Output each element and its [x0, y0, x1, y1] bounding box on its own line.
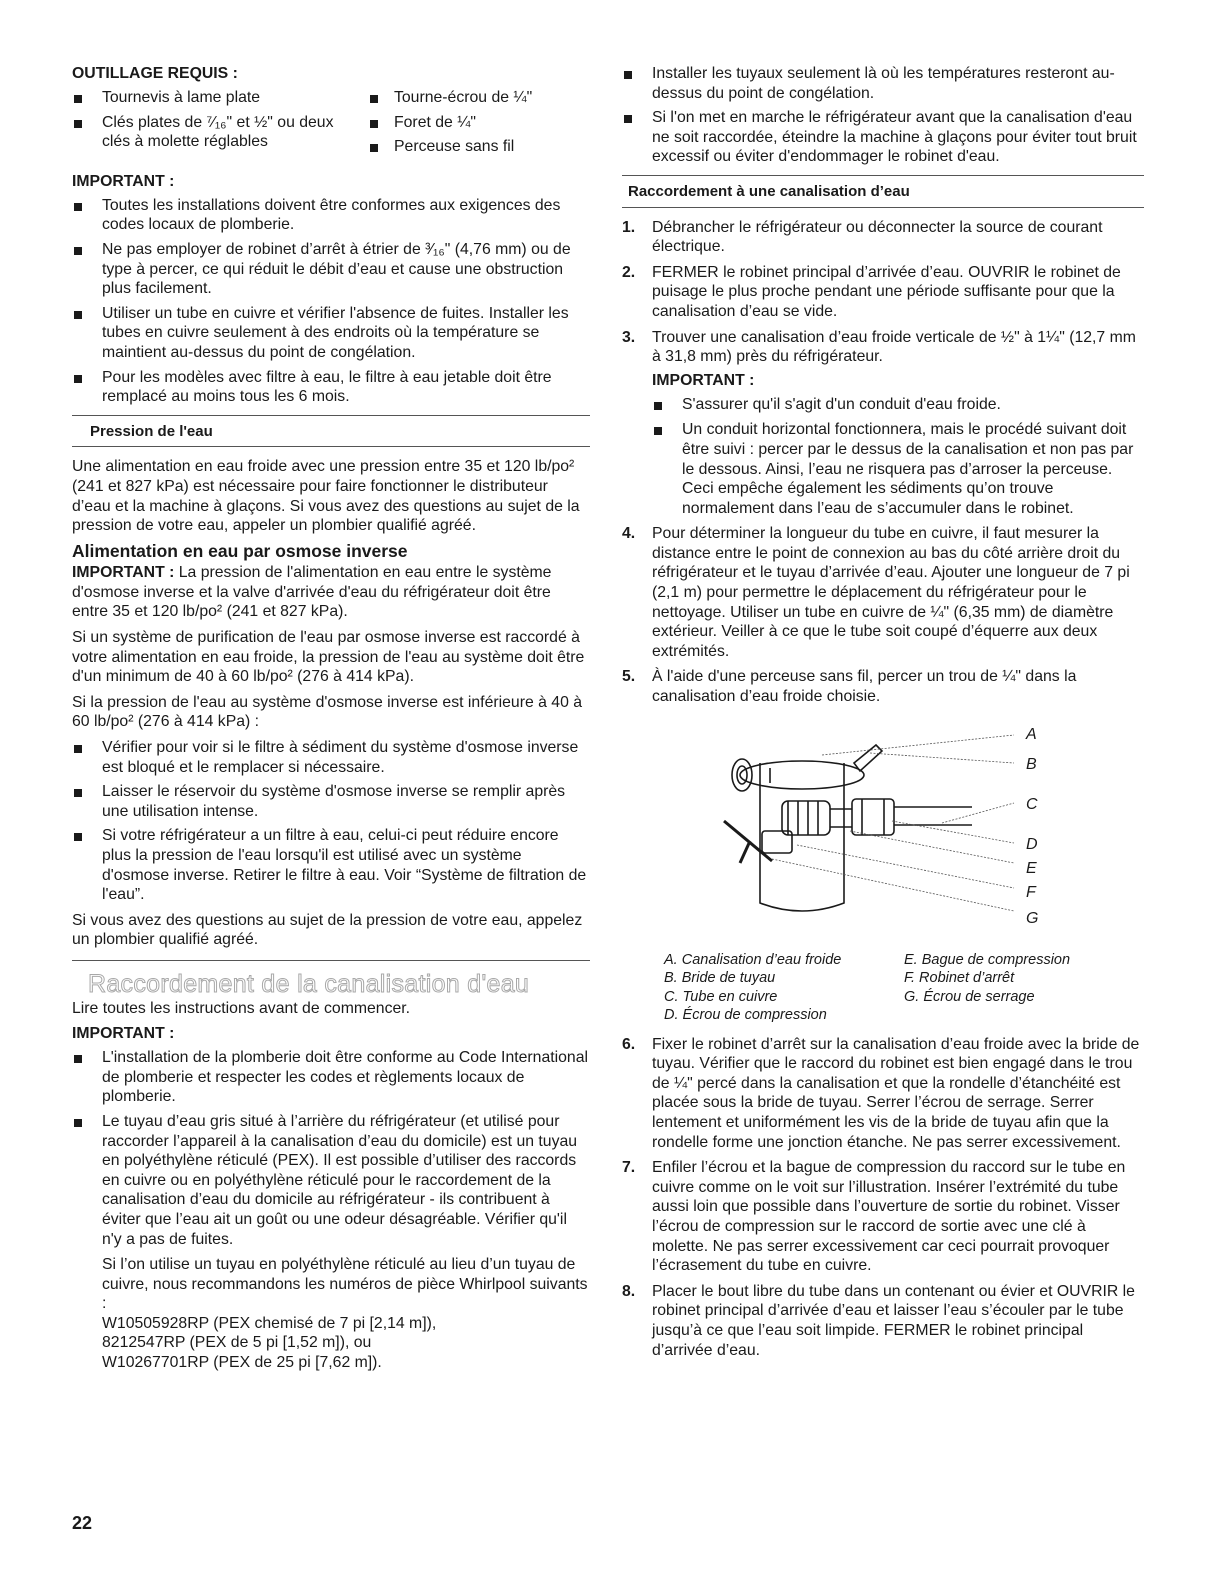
pressure-text: Une alimentation en eau froide avec une pression entre 35 et 120 lb/po² (241 et 827 kPa) est nécessaire pour faire fonctionner le distributeur d’eau et la machine à glaçons. Si vous avez des questions au sujet de la pression de votre eau, appeler un plombier qualifié agréé. — [72, 458, 580, 535]
important-heading: IMPORTANT : — [72, 172, 175, 190]
list-item: Clés plates de ⁷⁄₁₆" et ½" ou deux clés à molette réglables — [72, 113, 368, 152]
list-item: Installer les tuyaux seulement là où les températures resteront au-dessus du point de congélation. — [622, 64, 1144, 103]
list-item: S'assurer qu'il s'agit d'un conduit d'eau froide. — [652, 395, 1144, 415]
bullet-icon — [74, 375, 82, 383]
step-item: 5. À l'aide d'une perceuse sans fil, percer un trou de ¼" dans la canalisation d’eau froide choisie. — [622, 668, 1077, 706]
figure-letter: F — [1026, 883, 1036, 901]
captions-col-1 — [664, 951, 904, 1025]
ro-list — [72, 738, 590, 905]
tools-list — [72, 88, 590, 162]
ro-heading: Alimentation en eau par osmose inverse — [72, 540, 408, 561]
step-item: 2. FERMER le robinet principal d’arrivée d’eau. OUVRIR le robinet de puisage le plus proche pendant une période suffisante pour que la canalisation d’eau se vide. — [622, 263, 1121, 320]
caption: E. Bague de compression — [904, 951, 1071, 968]
ro-paragraph-3: Si la pression de l'eau au système d'osmose inverse est inférieure à 40 à 60 lb/po² (276 à 414 kPa) : — [72, 693, 583, 731]
caption: A. Canalisation d’eau froide — [664, 951, 842, 968]
list-item: Foret de ¼" — [368, 113, 590, 133]
step-item: 4. Pour déterminer la longueur du tube en cuivre, il faut mesurer la distance entre le point de connexion au bas du côté arrière droit du réfrigérateur et le tuyau d’arrivée d’eau. Ajouter une longueur de 7 pi (2,1 m) pour permettre le déplacement du réfrigérateur pour le nettoyage. Utiliser un tube en cuivre de ¼" (6,35 mm) de diamètre extérieur. Veiller à ce que le tube soit coupé d’équerre aux deux extrémités. — [622, 525, 1130, 660]
list-item: Si l'on met en marche le réfrigérateur avant que la canalisation d'eau ne soit raccordée, éteindre la machine à glaçons pour éviter tout bruit excessif ou éviter d'endommager le robinet d'eau. — [622, 108, 1144, 167]
bullet-icon — [74, 1119, 82, 1127]
ro-paragraph-2: Si un système de purification de l'eau par osmose inverse est raccordé à votre alimentation en eau froide, la pression de l'eau au système doit être d'un minimum de 40 à 60 lb/po² (276 à 414 kPa). — [72, 629, 585, 686]
bullet-icon — [74, 120, 82, 128]
tools-col-1 — [72, 88, 368, 162]
list-item: Pour les modèles avec filtre à eau, le filtre à eau jetable doit être remplacé au moins tous les 6 mois. — [72, 368, 590, 407]
list-item: Utiliser un tube en cuivre et vérifier l'absence de fuites. Installer les tubes en cuivre seulement à des endroits où la température se maintient au-dessus du point de congélation. — [72, 304, 590, 363]
step-item: 1. Débrancher le réfrigérateur ou déconnecter la source de courant électrique. — [622, 218, 1103, 256]
pex-block — [72, 1255, 590, 1373]
figure-letter: D — [1026, 835, 1038, 853]
bullet-icon — [624, 115, 632, 123]
section-title: Raccordement de la canalisation d'eau — [88, 969, 530, 998]
bullet-icon — [74, 789, 82, 797]
connect-heading: Raccordement à une canalisation d’eau — [622, 175, 1144, 208]
list-item: L'installation de la plomberie doit être conforme au Code International de plomberie et respecter les codes et règlements locaux de plomberie. — [72, 1048, 590, 1107]
figure-letter: G — [1026, 909, 1039, 927]
bullet-icon — [370, 144, 378, 152]
figure-letter: B — [1026, 755, 1037, 773]
list-item: Tournevis à lame plate — [72, 88, 368, 108]
page-number: 22 — [72, 1513, 93, 1533]
pressure-heading: Pression de l'eau — [72, 415, 590, 448]
ro-paragraph-4: Si vous avez des questions au sujet de la pression de votre eau, appelez un plombier qualifié agréé. — [72, 911, 583, 949]
step3-list — [652, 395, 1144, 519]
step-item: 7. Enfiler l’écrou et la bague de compression du raccord sur le tube en cuivre comme on le voit sur l’illustration. Insérer l’extrémité du tube aussi loin que possible dans l’ouverture de sortie du robinet. Visser l’écrou de compression sur le raccord de sortie avec une clé à molette. Ne pas serrer excessivement car ceci pourrait provoquer l’écrasement du tube en cuivre. — [622, 1159, 1126, 1275]
important-list — [72, 196, 590, 407]
bullet-icon — [74, 833, 82, 841]
caption: C. Tube en cuivre — [664, 988, 778, 1005]
bullet-icon — [370, 95, 378, 103]
bullet-icon — [654, 427, 662, 435]
list-item: Laisser le réservoir du système d'osmose inverse se remplir après une utilisation intense. — [72, 782, 590, 821]
divider — [72, 960, 590, 961]
pex-part: W10267701RP (PEX de 25 pi [7,62 m]). — [102, 1354, 382, 1372]
step-item: 8. Placer le bout libre du tube dans un contenant ou évier et OUVRIR le robinet principal d’arrivée d’eau et laisser l’eau s’écouler par le tube jusqu’à ce que l’eau soit limpide. FERMER le robinet principal d’arrivée d’eau. — [622, 1282, 1135, 1359]
tools-col-2 — [368, 88, 590, 162]
important-list-2 — [72, 1048, 590, 1249]
tools-heading: OUTILLAGE REQUIS : — [72, 65, 238, 82]
bullet-icon — [654, 402, 662, 410]
bullet-icon — [74, 745, 82, 753]
figure-letter: A — [1026, 725, 1037, 743]
pex-intro: Si l’on utilise un tuyau en polyéthylène réticulé au lieu d’un tuyau de cuivre, nous recommandons les numéros de pièce Whirlpool suivants : — [102, 1256, 588, 1313]
bullet-icon — [74, 203, 82, 211]
pex-part: W10505928RP (PEX chemisé de 7 pi [2,14 m]), — [102, 1314, 437, 1332]
left-column — [72, 64, 590, 1373]
list-item: Si votre réfrigérateur a un filtre à eau, celui-ci peut réduire encore plus la pression de l'eau lorsqu'il est utilisé avec un système d'osmose inverse. Retirer le filtre à eau. Voir “Système de filtration de l'eau”. — [72, 826, 590, 904]
bullet-icon — [74, 95, 82, 103]
valve-diagram — [622, 713, 1144, 945]
figure-letter: E — [1026, 859, 1037, 877]
step-item: 3. Trouver une canalisation d’eau froide verticale de ½" à 1¼" (12,7 mm à 31,8 mm) près du réfrigérateur. IMPORTANT : S'assurer qu'il s'agit d'un conduit d'eau froide. Un conduit horizontal fonctionnera, mais le procédé suivant doit être suivi : percer par le dessus de la canalisation et non pas par le dessous. Ainsi, l’eau ne risquera pas d’arroser la perceuse. Ceci empêche également les sédiments qu’on trouve normalement dans l’eau de s’accumuler dans le robinet. — [622, 328, 1144, 519]
read-all-text: Lire toutes les instructions avant de commencer. — [72, 999, 411, 1017]
list-item: Le tuyau d’eau gris situé à l’arrière du réfrigérateur (et utilisé pour raccorder l’appareil à la canalisation d’eau du domicile) est un tuyau en polyéthylène réticulé (PEX). Il est possible d’utiliser des raccords en cuivre ou en polyéthylène réticulé pour le raccordement de la canalisation d’eau du domicile au réfrigérateur - ils contribuent à éviter que l’eau ait un goût ou une odeur désagréable. Vérifier qu'il n'y a pas de fuites. — [72, 1112, 590, 1249]
caption: G. Écrou de serrage — [904, 988, 1035, 1005]
list-item: Ne pas employer de robinet d’arrêt à étrier de ³⁄₁₆" (4,76 mm) ou de type à percer, ce qui réduit le débit d’eau et cause une obstruction plus facilement. — [72, 240, 590, 299]
bullet-icon — [74, 311, 82, 319]
list-item: Toutes les installations doivent être conformes aux exigences des codes locaux de plomberie. — [72, 196, 590, 235]
ro-important: IMPORTANT : La pression de l'alimentation en eau entre le système d'osmose inverse et la valve d'arrivée d'eau du réfrigérateur doit être entre 35 et 120 lb/po² (241 et 827 kPa). — [72, 564, 552, 621]
list-item: Perceuse sans fil — [368, 137, 590, 157]
caption: D. Écrou de compression — [664, 1007, 827, 1024]
bullet-icon — [74, 247, 82, 255]
figure-letters — [1025, 726, 1038, 927]
captions-col-2 — [904, 951, 1144, 1025]
steps-list-c — [622, 1035, 1144, 1361]
top-list — [622, 64, 1144, 167]
caption: B. Bride de tuyau — [664, 970, 776, 987]
step-item: 6. Fixer le robinet d’arrêt sur la canalisation d’eau froide avec la bride de tuyau. Vérifier que le raccord du robinet est bien engagé dans le trou de ¼" percé dans la canalisation et que la rondelle d’étanchéité est placée sous la bride de tuyau. Serrer l’écrou de serrage. Serrer lentement et uniformément les vis de la bride de tuyau afin que la rondelle forme une jonction étanche. Ne pas serrer excessivement. — [622, 1035, 1140, 1151]
step3-important: IMPORTANT : — [652, 371, 755, 389]
bullet-icon — [74, 1055, 82, 1063]
list-item: Tourne-écrou de ¼" — [368, 88, 590, 108]
caption: F. Robinet d’arrêt — [904, 970, 1015, 987]
figure-letter: C — [1026, 795, 1038, 813]
bullet-icon — [624, 71, 632, 79]
list-item: Vérifier pour voir si le filtre à sédiment du système d'osmose inverse est bloqué et le remplacer si nécessaire. — [72, 738, 590, 777]
valve-illustration — [622, 713, 1144, 945]
steps-list-a — [622, 218, 1144, 707]
figure-captions — [664, 951, 1144, 1025]
pex-part: 8212547RP (PEX de 5 pi [1,52 m]), ou — [102, 1334, 372, 1352]
important-heading-2: IMPORTANT : — [72, 1025, 175, 1043]
list-item: Un conduit horizontal fonctionnera, mais le procédé suivant doit être suivi : percer par le dessus de la canalisation et non pas par le dessous. Ainsi, l’eau ne risquera pas d’arroser la perceuse. Ceci empêche également les sédiments qu’on trouve normalement dans l’eau de s’accumuler dans le robinet. — [652, 420, 1144, 518]
right-column — [622, 64, 1144, 1366]
bullet-icon — [370, 120, 378, 128]
